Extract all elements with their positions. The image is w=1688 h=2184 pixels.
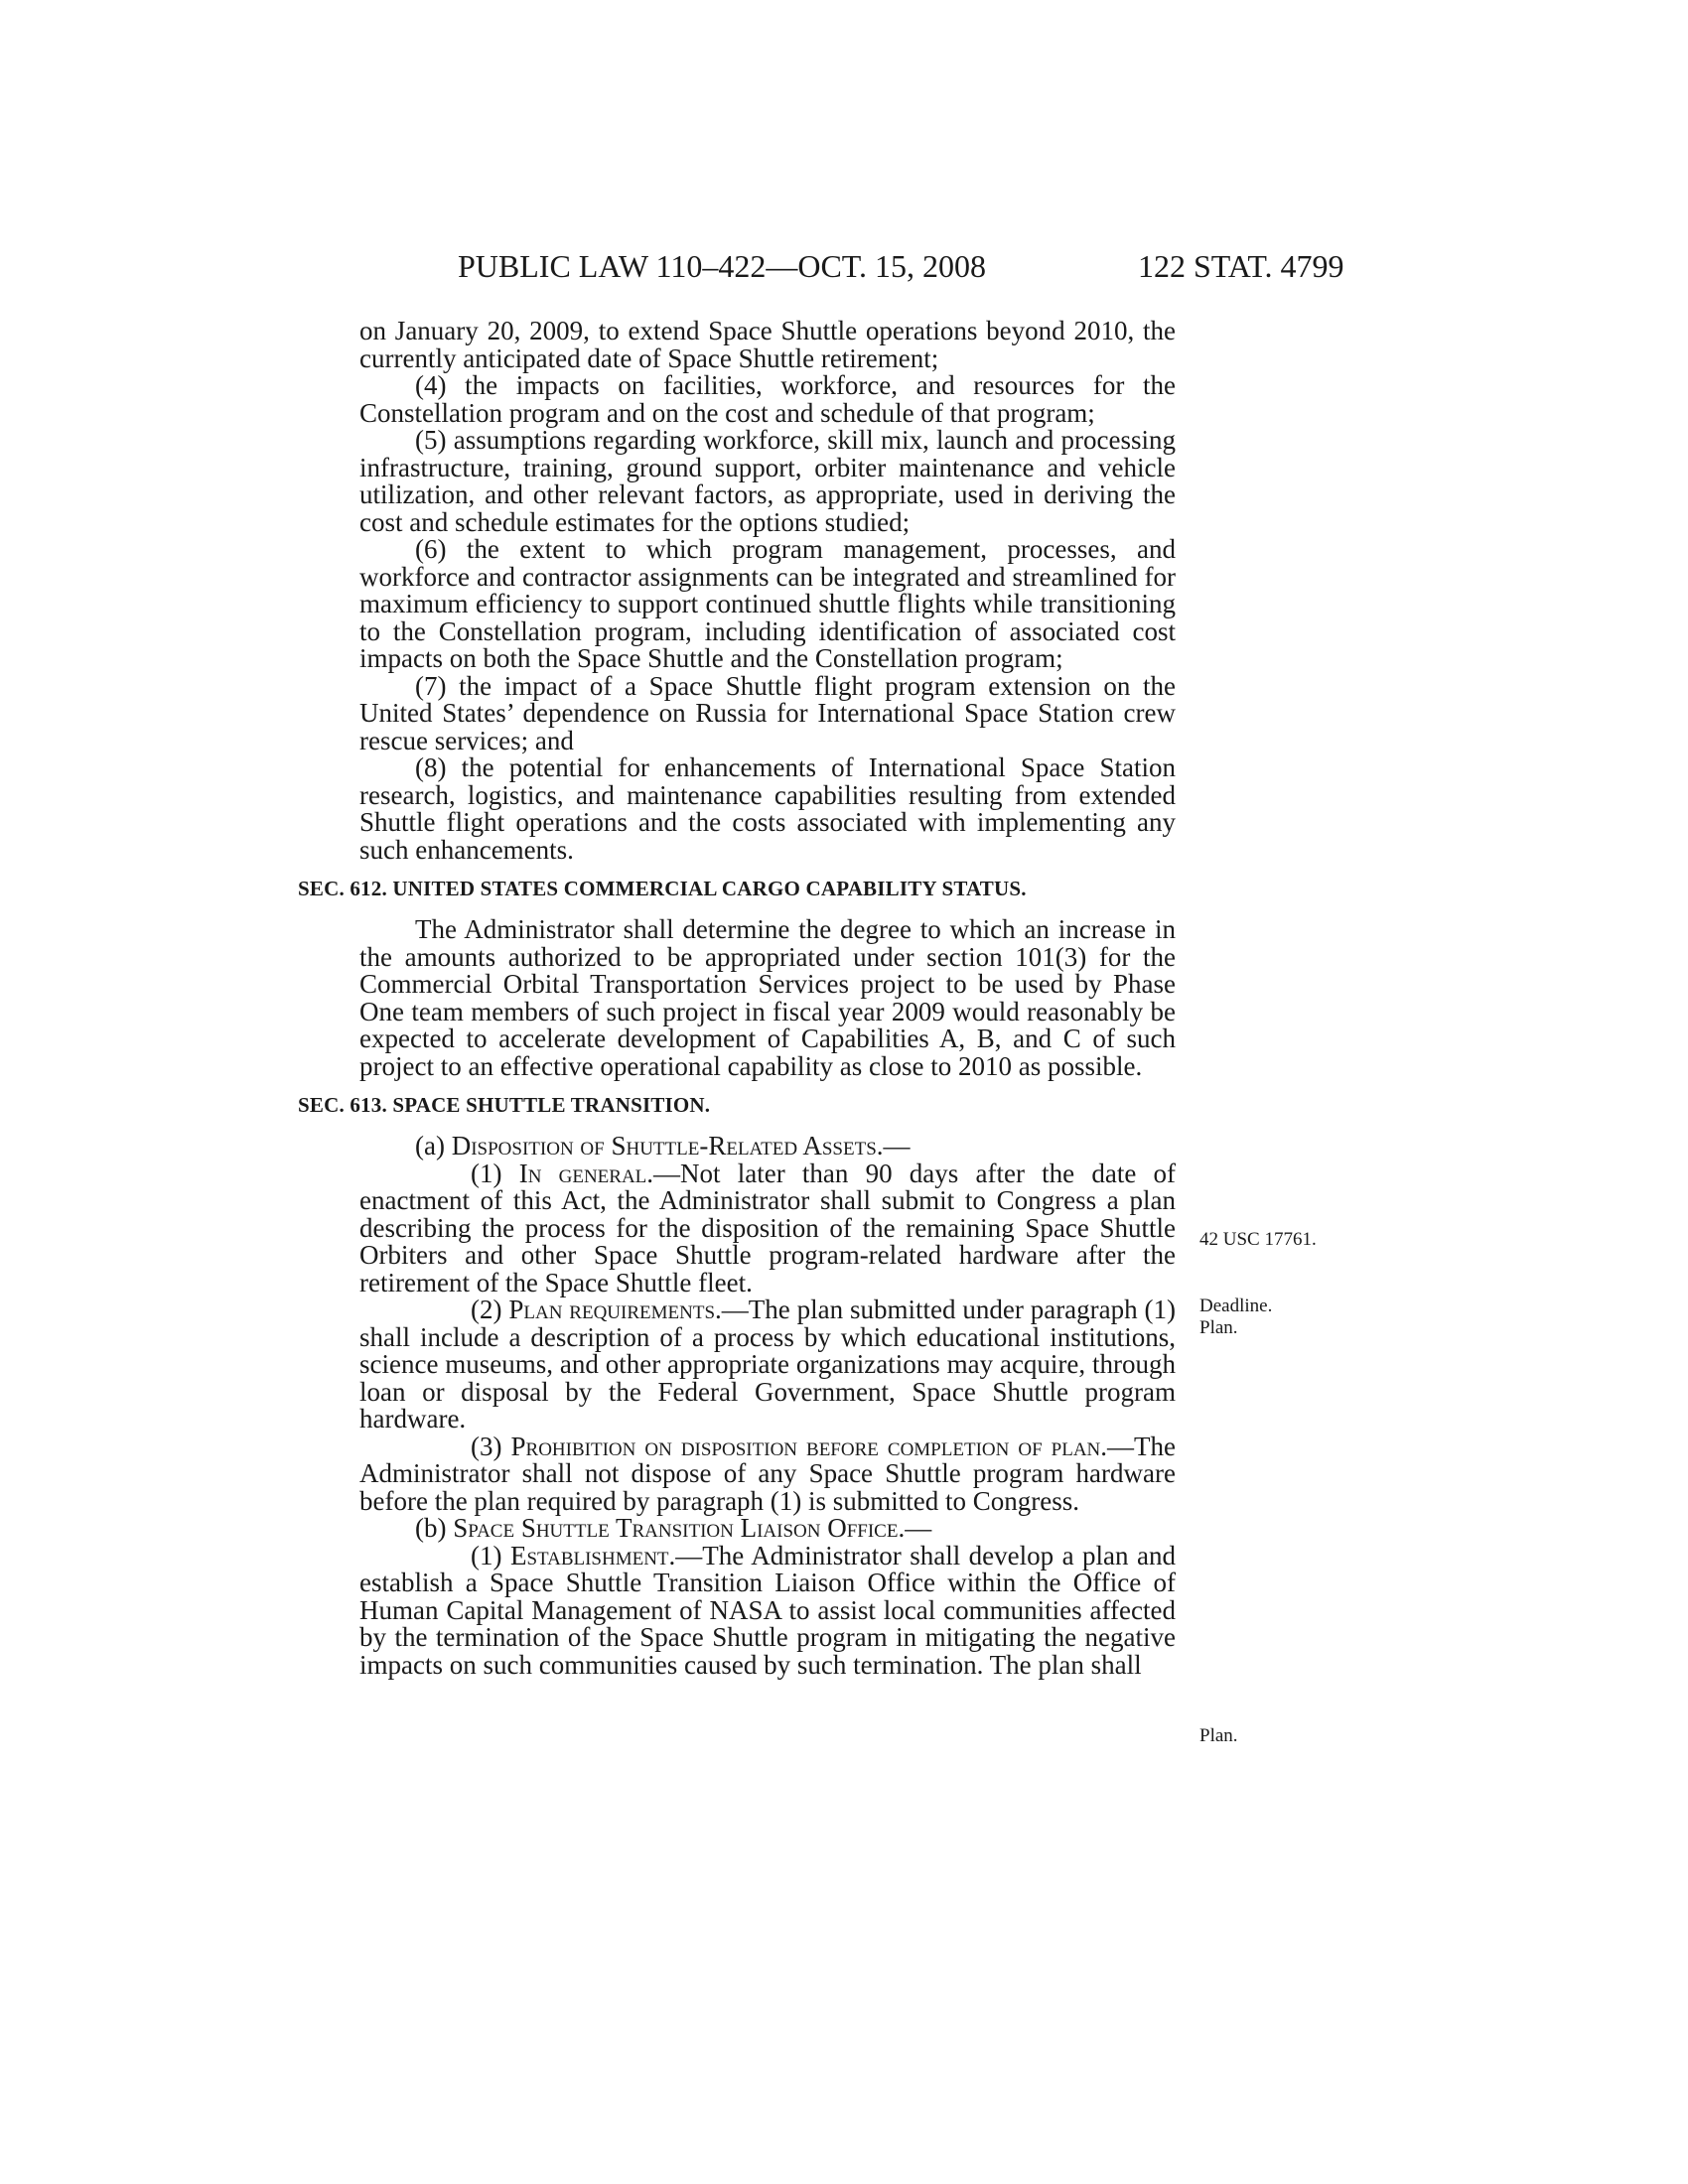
subsection-b-heading (359, 1515, 1176, 1543)
paragraph-a-1-text: —Not later than 90 days after the date of enactment of this Act, the Administrator shall submit to Congress a plan describing the process for the disposition of the remaining Space Shuttle Orbiters and other Space Shuttle program-related hardware after the retirement of the Space Shuttle fleet. (359, 1158, 1177, 1297)
section-612-heading: SEC. 612. UNITED STATES COMMERCIAL CARGO CAPABILITY STATUS. (298, 877, 1027, 900)
paragraph-a-2-text: —The plan submitted under paragraph (1) shall include a description of a process by which educational institutions, science museums, and other appropriate organizations may acquire, through loan or disposal by the Federal Government, Space Shuttle program hardware. (359, 1295, 1176, 1433)
body-text (298, 316, 1177, 1680)
paragraph-item-7: (7) the impact of a Space Shuttle flight program extension on the United States’ dependence on Russia for International Space Station crew rescue services; and (359, 670, 1176, 755)
paragraph-a-3-title: Prohibition on disposition before completion of plan. (510, 1431, 1108, 1461)
margin-note-usc-citation: 42 USC 17761. (1199, 1229, 1317, 1250)
paragraph-a-2-title: Plan requirements. (508, 1295, 722, 1324)
paragraph-a-2-label: (2) (471, 1295, 502, 1324)
paragraph-b-1 (359, 1540, 1176, 1680)
margin-note-plan: Plan. (1199, 1317, 1238, 1338)
paragraph-b-1-text: —The Administrator shall develop a plan and establish a Space Shuttle Transition Liaison Office within the Office of Human Capital Management of NASA to assist local communities affected by the termination of the Space Shuttle program in mitigating the negative impacts on such communities caused by such termination. The plan shall (359, 1540, 1176, 1680)
paragraph-a-3 (359, 1433, 1176, 1516)
margin-note-deadline: Deadline. (1199, 1296, 1273, 1316)
paragraph-a-3-label: (3) (471, 1431, 502, 1461)
paragraph-b-1-title: Establishment. (509, 1540, 676, 1570)
paragraph-a-3-text: —The Administrator shall not dispose of any Space Shuttle program hardware before the plan required by paragraph (1) is submitted to Congress. (359, 1431, 1177, 1516)
subsection-b-label: (b) (415, 1513, 447, 1543)
paragraph-a-1-label: (1) (471, 1158, 502, 1188)
subsection-a-heading (359, 1133, 1176, 1160)
paragraph-item-4: (4) the impacts on facilities, workforce, and resources for the Constellation program and on the cost and schedule of that program; (359, 370, 1176, 428)
subsection-a-title: Disposition of Shuttle-Related Assets.— (451, 1131, 911, 1160)
paragraph-a-2 (359, 1297, 1176, 1433)
paragraph-item-5: (5) assumptions regarding workforce, skill mix, launch and processing infrastructure, training, ground support, orbiter maintenance and vehicle utilization, and other relevant factors, as appropriate, used in deriving the cost and schedule estimates for the options studied; (359, 425, 1176, 537)
running-head-public-law: PUBLIC LAW 110–422—OCT. 15, 2008 (458, 248, 986, 284)
paragraph-continuation: on January 20, 2009, to extend Space Shuttle operations beyond 2010, the currently anticipated date of Space Shuttle retirement; (359, 316, 1176, 373)
subsection-a-label: (a) (415, 1131, 445, 1160)
subsection-b-title: Space Shuttle Transition Liaison Office.— (453, 1513, 932, 1543)
section-612-text: The Administrator shall determine the degree to which an increase in the amounts authorized to be appropriated under section 101(3) for the Commercial Orbital Transportation Services project to be used by Phase One team members of such project in fiscal year 2009 would reasonably be expected to accelerate development of Capabilities A, B, and C of such project to an effective operational capability as close to 2010 as possible. (359, 914, 1176, 1081)
section-613-heading: SEC. 613. SPACE SHUTTLE TRANSITION. (298, 1093, 711, 1117)
paragraph-a-1 (359, 1160, 1176, 1297)
paragraph-b-1-label: (1) (471, 1540, 502, 1570)
paragraph-item-8: (8) the potential for enhancements of International Space Station research, logistics, and maintenance capabilities resulting from extended Shuttle flight operations and the costs associated with implementing any such enhancements. (359, 752, 1176, 865)
paragraph-item-6: (6) the extent to which program management, processes, and workforce and contractor assignments can be integrated and streamlined for maximum efficiency to support continued shuttle flights while transitioning to the Constellation program, including identification of associated cost impacts on both the Space Shuttle and the Constellation program; (359, 534, 1176, 673)
running-head-stat-page: 122 STAT. 4799 (1138, 248, 1344, 284)
margin-note-plan: Plan. (1199, 1725, 1238, 1746)
paragraph-a-1-title: In general. (518, 1158, 654, 1188)
